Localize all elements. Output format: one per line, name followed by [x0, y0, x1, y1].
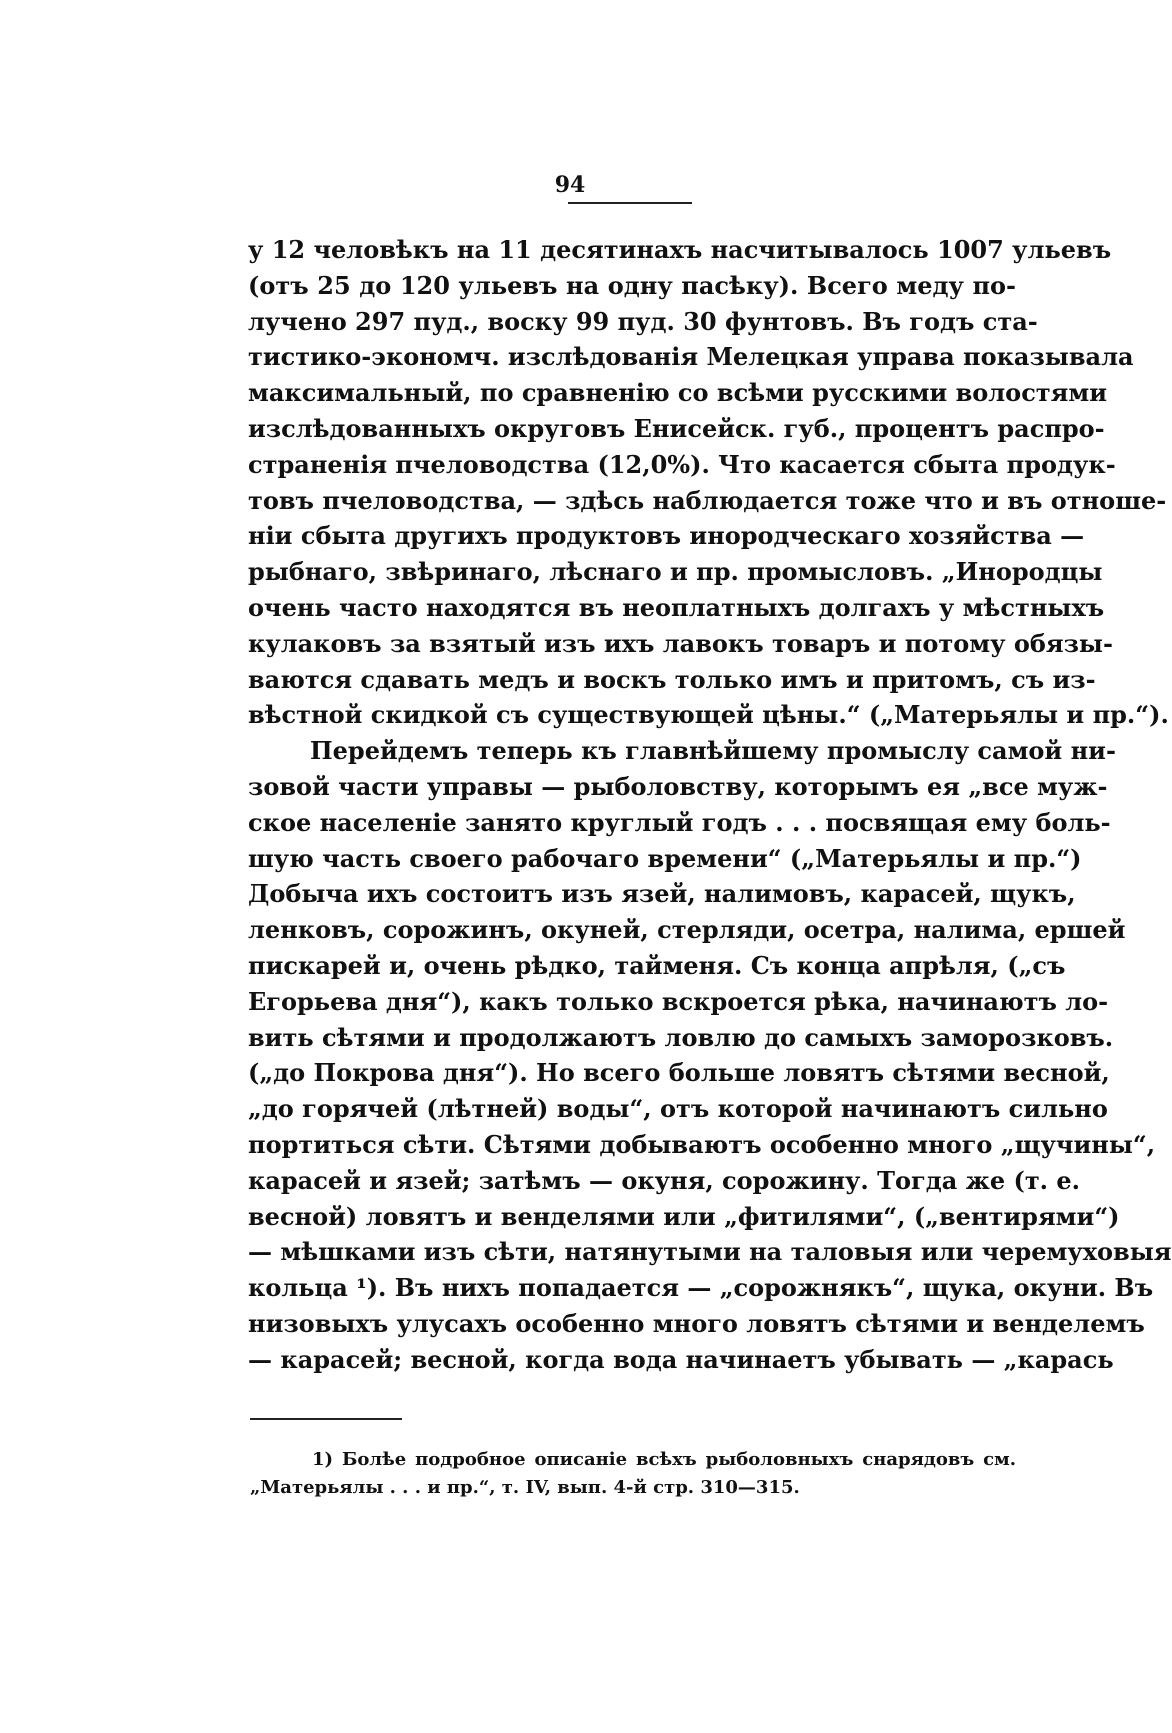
- body-line: очень часто находятся въ неоплатныхъ долгахъ у мѣстныхъ: [248, 592, 1105, 622]
- body-line: весной) ловятъ и венделями или „фитилями“, („вентирями“): [248, 1201, 1120, 1231]
- body-line: ское населеніе занято круглый годъ . . . посвящая ему боль-: [248, 807, 1111, 837]
- paragraph-start-line: Перейдемъ теперь къ главнѣйшему промыслу самой ни-: [310, 736, 1116, 766]
- body-line: кулаковъ за взятый изъ ихъ лавокъ товаръ и потому обязы-: [248, 628, 1113, 658]
- body-line: Егорьева дня“), какъ только вскроется рѣка, начинаютъ ло-: [248, 986, 1109, 1016]
- body-line: портиться сѣти. Сѣтями добываютъ особенно много „щучины“,: [248, 1129, 1156, 1159]
- footnote-line: „Матерьялы . . . и пр.“, т. IV, вып. 4-й стр. 310—315.: [250, 1477, 800, 1498]
- body-line: пискарей и, очень рѣдко, тайменя. Съ конца апрѣля, („съ: [248, 950, 1066, 980]
- body-line: лучено 297 пуд., воску 99 пуд. 30 фунтовъ. Въ годъ ста-: [248, 306, 1038, 336]
- footnote-line: 1) Болѣе подробное описаніе всѣхъ рыболовныхъ снарядовъ см.: [312, 1449, 1016, 1470]
- body-line: карасей и язей; затѣмъ — окуня, сорожину. Тогда же (т. е.: [248, 1165, 1081, 1195]
- body-line: рыбнаго, звѣринаго, лѣснаго и пр. промысловъ. „Инородцы: [248, 557, 1103, 587]
- footnotes: [250, 1446, 1016, 1502]
- body-line: кольца ¹). Въ нихъ попадается — „сорожнякъ“, щука, окуни. Въ: [248, 1273, 1154, 1303]
- body-line: вить сѣтями и продолжаютъ ловлю до самыхъ заморозковъ.: [248, 1022, 1114, 1052]
- body-line: — мѣшками изъ сѣти, натянутыми на таловыя или черемуховыя: [248, 1237, 1172, 1267]
- body-line: ленковъ, сорожинъ, окуней, стерляди, осетра, налима, ершей: [248, 915, 1126, 945]
- page-number: 94: [554, 172, 586, 198]
- body-line: низовыхъ улусахъ особенно много ловятъ сѣтями и венделемъ: [248, 1308, 1145, 1338]
- body-line: максимальный, по сравненію со всѣми русскими волостями: [248, 378, 1108, 408]
- body-line: зовой части управы — рыболовству, которымъ ея „все муж-: [248, 771, 1108, 801]
- body-line: „до горячей (лѣтней) воды“, отъ которой начинаютъ сильно: [248, 1094, 1108, 1124]
- body-line: ваются сдавать медъ и воскъ только имъ и притомъ, съ из-: [248, 664, 1096, 694]
- body-line: („до Покрова дня“). Но всего больше ловятъ сѣтями весной,: [248, 1058, 1110, 1088]
- body-line: шую часть своего рабочаго времени“ („Матерьялы и пр.“): [248, 843, 1082, 873]
- body-line: — карасей; весной, когда вода начинаетъ убывать — „карась: [248, 1344, 1114, 1374]
- body-line: товъ пчеловодства, — здѣсь наблюдается тоже что и въ отноше-: [248, 485, 1167, 515]
- body-line: изслѣдованныхъ округовъ Енисейск. губ., процентъ распро-: [248, 413, 1105, 443]
- body-line: у 12 человѣкъ на 11 десятинахъ насчитывалось 1007 ульевъ: [248, 235, 1112, 264]
- body-text: [248, 232, 1172, 1378]
- body-line: страненія пчеловодства (12,0%). Что касается сбыта продук-: [248, 449, 1116, 479]
- body-line: ніи сбыта другихъ продуктовъ инородческаго хозяйства —: [248, 521, 1085, 551]
- body-line: (отъ 25 до 120 ульевъ на одну пасѣку). Всего меду по-: [248, 270, 1016, 300]
- body-line: тистико-экономч. изслѣдованія Мелецкая управа показывала: [248, 342, 1134, 372]
- body-line: Добыча ихъ состоитъ изъ язей, налимовъ, карасей, щукъ,: [248, 879, 1076, 909]
- body-line: вѣстной скидкой съ существующей цѣны.“ („Матерьялы и пр.“).: [248, 700, 1169, 730]
- footnote-rule: [250, 1418, 402, 1420]
- page-number-rule: [568, 202, 692, 204]
